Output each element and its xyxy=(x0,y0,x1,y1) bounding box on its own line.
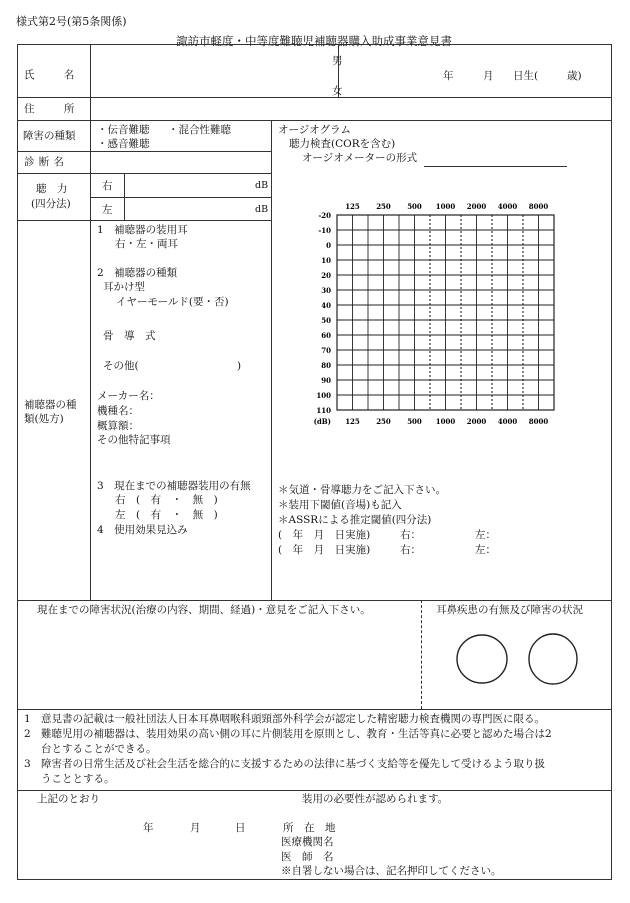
address-label: 住 所 xyxy=(24,103,84,115)
line-audiogram-divider xyxy=(271,120,272,600)
audiogram-freq-label-top: 4000 xyxy=(497,202,518,211)
audiogram-freq-label-top: 8000 xyxy=(528,202,549,211)
audiogram-note2: ＊装用下閾値(音場)も記入 xyxy=(278,499,402,511)
aid-ear-hook: 耳かけ型 xyxy=(103,281,145,293)
note1-number: 1 xyxy=(24,713,31,725)
line-diagnosis-bottom xyxy=(17,173,271,174)
hearing-left-unit: dB xyxy=(255,204,269,215)
audiogram-freq-label-bottom: 500 xyxy=(407,417,422,426)
history-label: 現在までの障害状況(治療の内容、期間、経過)・意見をご記入下さい。 xyxy=(37,604,371,616)
audiogram-db-label: 110 xyxy=(316,406,331,415)
audiogram-db-label: 70 xyxy=(321,346,331,355)
birth-month: 月 xyxy=(483,70,494,82)
seal-note: ※自署しない場合は、記名押印してください。 xyxy=(281,865,502,877)
gender-female: 女 xyxy=(332,85,343,97)
line-address-bottom xyxy=(17,120,612,121)
audiogram-freq-label-top: 2000 xyxy=(466,202,487,211)
aid-maker: メーカー名： xyxy=(97,390,160,402)
form-number: 様式第2号(第5条関係) xyxy=(16,15,127,28)
note2-number: 2 xyxy=(24,728,31,740)
aid-type-label-2: 類(処方) xyxy=(24,413,64,425)
aid-item1: 1 補聴器の装用耳 xyxy=(97,224,188,236)
location-label: 所 在 地 xyxy=(283,822,336,834)
audiogram-freq-label-bottom: 250 xyxy=(376,417,391,426)
line-type-bottom xyxy=(17,151,271,152)
date-month: 月 xyxy=(190,822,201,834)
hearing-method-label: (四分法) xyxy=(31,198,71,210)
ear-diagram-right xyxy=(457,635,507,683)
line-history-divider xyxy=(421,600,422,709)
aid-special: その他特記事項 xyxy=(97,434,171,446)
audiogram-db-label: 10 xyxy=(321,256,331,265)
aid-item2: 2 補聴器の種類 xyxy=(97,267,178,279)
note1: 意見書の記載は一般社団法人日本耳鼻咽喉科頭頸部外科学会が認定した精密聴力検査機関の専門医に限る。 xyxy=(41,713,545,725)
audiometer-type-underline xyxy=(424,166,567,167)
line-notes-bottom xyxy=(17,790,612,791)
ear-disease-label: 耳鼻疾患の有無及び障害の状況 xyxy=(436,604,583,616)
assr-row1-date: ( 年 月 日実施) xyxy=(278,529,371,541)
audiogram-chart xyxy=(300,198,570,443)
opt-sensorineural: ・感音難聴 xyxy=(97,138,150,150)
line-name-bottom xyxy=(17,97,612,98)
line-name-label xyxy=(90,44,91,97)
assr-row1-right: 右： xyxy=(400,529,421,541)
assr-row2-date: ( 年 月 日実施) xyxy=(278,544,371,556)
aid-model: 機種名： xyxy=(97,405,139,417)
note3-line2: うこととする。 xyxy=(41,773,115,785)
aid-item3-right: 右 ( 有 ・ 無 ) xyxy=(115,494,218,506)
aid-ear-mold: イヤーモールド(要・否) xyxy=(116,296,229,308)
assr-row2-right: 右： xyxy=(400,544,421,556)
note2-line2: 台とすることができる。 xyxy=(41,743,157,755)
audiogram-db-label: -20 xyxy=(318,211,331,220)
audiogram-db-label: 50 xyxy=(321,316,331,325)
diagnosis-label: 診断名 xyxy=(24,156,69,168)
audiogram-freq-label-bottom: 8000 xyxy=(528,417,549,426)
necessity: 装用の必要性が認められます。 xyxy=(302,793,449,805)
opt-conductive: ・伝音難聴 xyxy=(97,124,150,136)
birth-year: 年 xyxy=(443,70,454,82)
age-suffix: 歳) xyxy=(567,70,582,82)
line-address-label xyxy=(90,97,91,120)
hearing-label: 聴 力 xyxy=(36,183,68,195)
line-hearing-bottom xyxy=(17,220,271,221)
audiogram-freq-label-top: 500 xyxy=(407,202,422,211)
hearing-left-label: 左 xyxy=(102,204,113,216)
ear-diagram xyxy=(450,628,590,688)
line-left-label xyxy=(90,120,91,600)
audiogram-test-line: 聴力検査(CORを含む) xyxy=(289,138,396,150)
assr-row1-left: 左： xyxy=(475,529,496,541)
audiogram-db-label: -10 xyxy=(318,226,331,235)
audiogram-db-label: 40 xyxy=(321,301,331,310)
aid-item1-opts: 右・左・両耳 xyxy=(115,238,178,250)
doctor-label: 医 師 名 xyxy=(281,851,334,863)
opt-mixed: ・混合性難聴 xyxy=(168,124,231,136)
audiogram-db-unit: (dB) xyxy=(313,417,331,426)
assr-row2-left: 左： xyxy=(475,544,496,556)
hearing-right-label: 右 xyxy=(102,180,113,192)
audiogram-freq-label-top: 250 xyxy=(376,202,391,211)
audiogram-db-label: 20 xyxy=(321,271,331,280)
aid-bone: 骨 導 式 xyxy=(103,330,156,342)
form-title: 諏訪市軽度・中等度難聴児補聴器購入助成事業意見書 xyxy=(176,34,452,48)
aid-other: その他( xyxy=(103,360,139,372)
audiogram-freq-label-bottom: 1000 xyxy=(435,417,456,426)
line-aid-bottom xyxy=(17,600,612,601)
audiogram-freq-label-bottom: 2000 xyxy=(466,417,487,426)
aid-item3-left: 左 ( 有 ・ 無 ) xyxy=(115,509,218,521)
audiogram-heading: オージオグラム xyxy=(278,124,351,136)
audiogram-note1: ＊気道・骨導聴力をご記入下さい。 xyxy=(278,484,446,496)
date-day: 日 xyxy=(235,822,246,834)
audiogram-freq-label-bottom: 4000 xyxy=(497,417,518,426)
date-year: 年 xyxy=(143,822,154,834)
audiogram-freq-label-top: 125 xyxy=(345,202,360,211)
audiogram-note3: ＊ASSRによる推定閾値(四分法) xyxy=(278,514,432,526)
line-hearing-ear xyxy=(124,173,125,220)
audiogram-db-label: 90 xyxy=(321,376,331,385)
audiogram-db-label: 60 xyxy=(321,331,331,340)
aid-item3: 3 現在までの補聴器装用の有無 xyxy=(97,480,251,492)
ear-diagram-left xyxy=(529,634,577,684)
note3-line1: 障害者の日常生活及び社会生活を総合的に支援するための法律に基づく支給等を優先して受けるよう取り扱 xyxy=(41,758,545,770)
audiogram-db-label: 0 xyxy=(326,241,331,250)
gender-male: 男 xyxy=(332,55,343,67)
name-label: 氏 名 xyxy=(24,69,84,81)
aid-item4: 4 使用効果見込み xyxy=(97,524,188,536)
audiogram-freq-label-bottom: 125 xyxy=(345,417,360,426)
aid-type-label: 補聴器の種 xyxy=(24,399,77,411)
note3-number: 3 xyxy=(24,758,31,770)
birth-day: 日生( xyxy=(513,70,539,82)
audiogram-db-label: 80 xyxy=(321,361,331,370)
disability-type-label: 障害の種類 xyxy=(23,130,76,142)
aid-other-close: ) xyxy=(237,360,242,372)
note2-line1: 難聴児用の補聴器は、装用効果の高い側の耳に片側装用を原則とし、教育・生活等真に必要と認めた場合は2 xyxy=(41,728,552,740)
as-above: 上記のとおり xyxy=(37,793,100,805)
audiogram-freq-label-top: 1000 xyxy=(435,202,456,211)
audiogram-db-label: 30 xyxy=(321,286,331,295)
line-history-bottom xyxy=(17,709,612,710)
institution-label: 医療機関名 xyxy=(281,836,334,848)
audiogram-meter-line: オージオメーターの形式 xyxy=(302,152,418,164)
line-hearing-mid xyxy=(90,197,271,198)
audiogram-db-label: 100 xyxy=(316,391,331,400)
hearing-right-unit: dB xyxy=(255,180,269,191)
aid-price: 概算額： xyxy=(97,420,139,432)
